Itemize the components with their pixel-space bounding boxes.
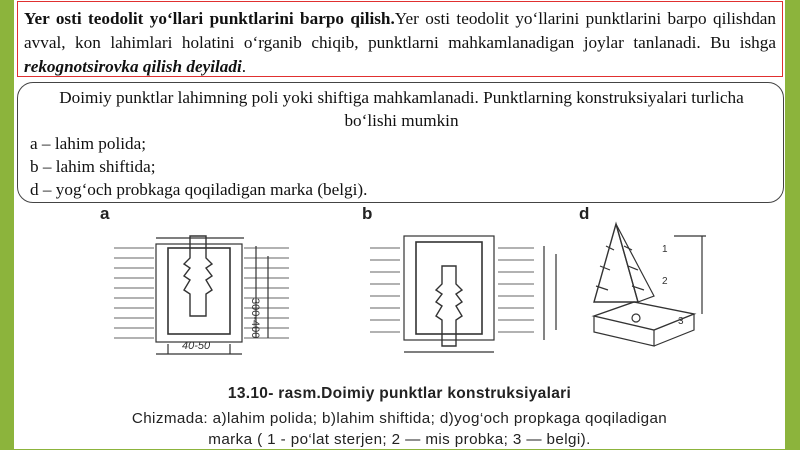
info-item-a: a – lahim polida; <box>30 134 146 153</box>
dim-a-width: 40-50 <box>182 340 211 352</box>
info-item-b: b – lahim shiftida; <box>30 157 156 176</box>
info-lead: Doimiy punktlar lahimning poli yoki shiftiga mahkamlanadi. Punktlarning konstruksiyalari turlicha bo‘lishi mumkin <box>59 88 744 130</box>
info-box <box>17 82 784 203</box>
slide <box>14 0 785 449</box>
figure-label-a: a <box>100 204 110 223</box>
caption-line-1: Chizmada: a)lahim polida; b)lahim shiftida; d)yog‘och propkaga qoqiladigan <box>131 410 668 427</box>
intro-end: . <box>241 57 247 76</box>
dim-d-1: 1 <box>662 244 668 255</box>
caption-title: 13.10- rasm.Doimiy punktlar konstruksiyalari <box>227 385 572 402</box>
figure-label-d: d <box>579 204 590 223</box>
figure-drawings <box>94 206 714 378</box>
drawing-d <box>594 224 706 346</box>
intro-text: Yer osti teodolit yo‘llarini punktlarini barpo qilishdan avval, kon lahimlari holatini o‘rganib chiqib, punktlarni mahkamlanadigan joylar tanlanadi. Bu ishga <box>24 9 777 52</box>
dim-a-height: 300-400 <box>249 298 261 339</box>
drawing-a <box>114 236 289 354</box>
dim-d-2: 2 <box>662 276 668 287</box>
figure-label-b: b <box>362 204 373 223</box>
intro-heading: Yer osti teodolit yo‘llari punktlarini barpo qilish. <box>24 9 395 28</box>
intro-emphasis: rekognotsirovka qilish deyiladi <box>24 57 242 76</box>
figure-svg <box>94 206 714 378</box>
dim-d-3: 3 <box>678 316 684 327</box>
info-item-d: d – yog‘och probkaga qoqiladigan marka (belgi). <box>30 180 368 199</box>
caption-body <box>14 408 785 450</box>
intro-box <box>17 1 783 77</box>
drawing-b <box>370 236 556 352</box>
caption-line-2: marka ( 1 - po‘lat sterjen; 2 — mis probka; 3 — belgi). <box>208 431 591 448</box>
